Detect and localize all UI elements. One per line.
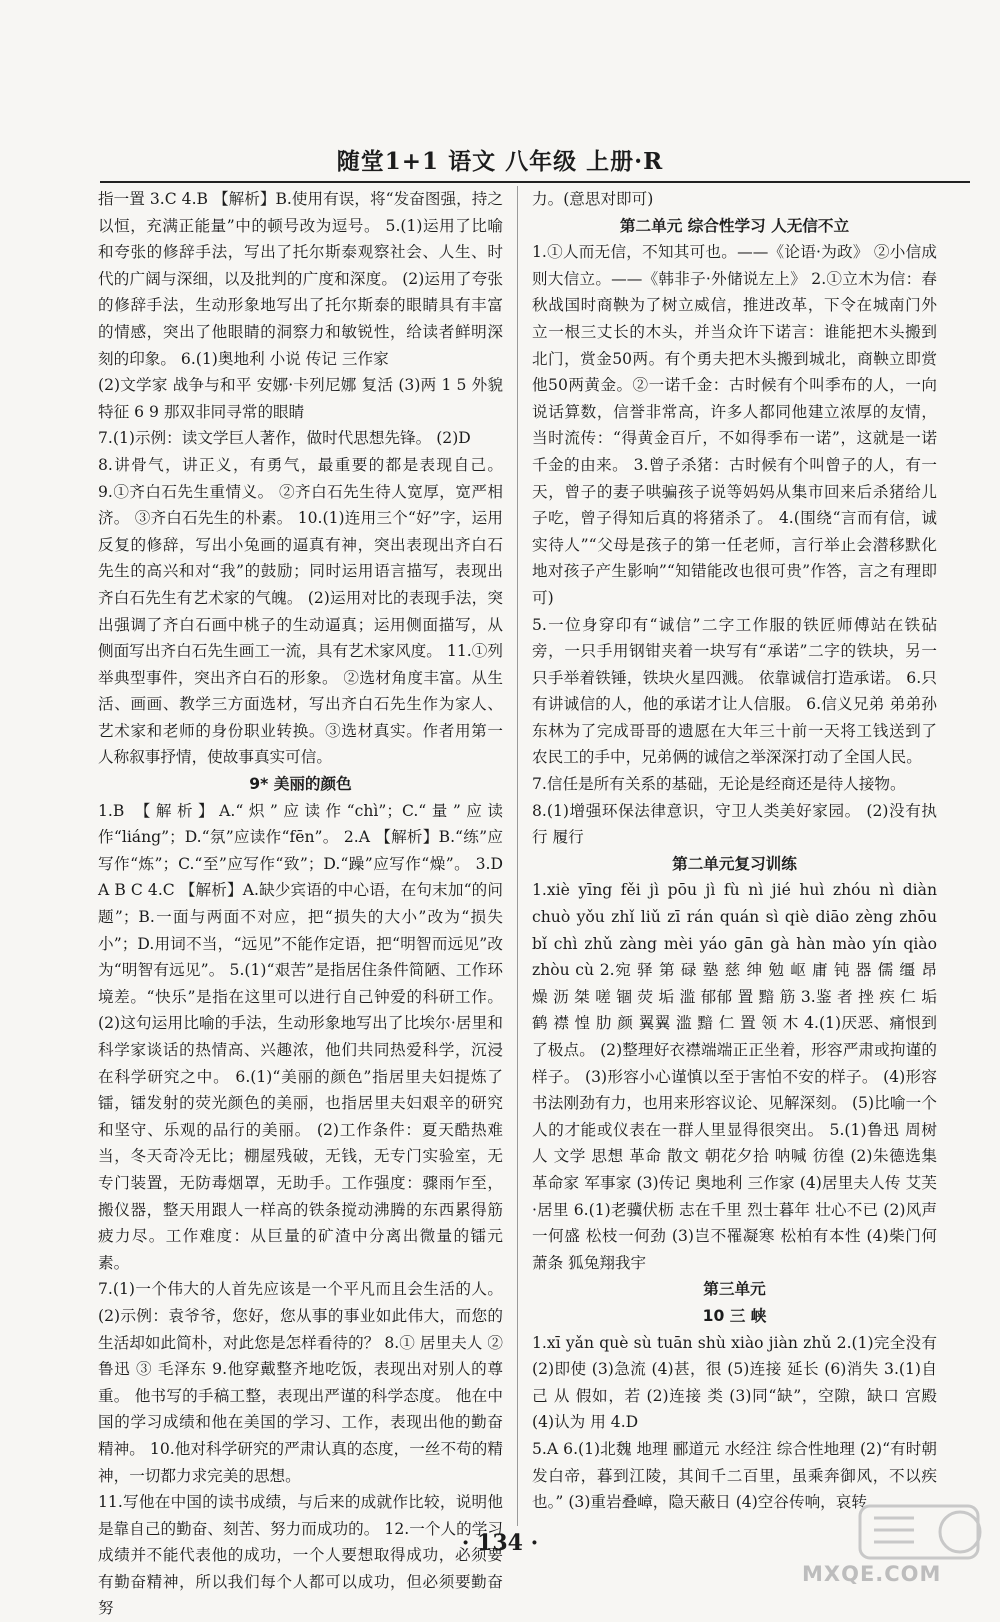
answer-paragraph: 1.B 【解析】A.“炽”应读作“chì”；C.“量”应读作“liáng”；D.“氛”应读作“fēn”。 2.A 【解析】B.“练”应写作“炼”；C.“至”应写作“致”；D.“躁”应写作“燥”。 3.D A B C 4.C 【解析】A.缺少宾语的中心语，在句末加“的问题”；B.一面与两面不对应，把“损失的大小”改为“损失小”；D.用词不当，“远见”不能作定语，把“明智而远见”改为“明智有远见”。 5.(1)“艰苦”是指居住条件简陋、工作环境差。“快乐”是指在这里可以进行自己钟爱的科研工作。 (2)这句运用比喻的手法，生动形象地写出了比埃尔·居里和科学家谈话的热情高、兴趣浓，他们共同热爱科学，沉浸在科学研究之中。 6.(1)“美丽的颜色”指居里夫妇提炼了镭，镭发射的荧光颜色的美丽，也指居里夫妇艰辛的研究和坚守、乐观的品行的美丽。 (2)工作条件：夏天酷热难当，冬天奇冷无比；棚屋残破，无钱，无专门实验室，无专门装置，无防毒烟罩，无助手。工作强度：骤雨乍至，搬仪器，整天用跟人一样高的铁条搅动沸腾的东西累得筋疲力尽。工作难度：从巨量的矿渣中分离出微量的镭元素。 [98, 801, 503, 1272]
answer-paragraph: 7.信任是所有关系的基础，无论是经商还是待人接物。 [532, 775, 906, 794]
section-title: 第三单元 [703, 1280, 766, 1299]
section-title: 第二单元 综合性学习 人无信不立 [619, 216, 850, 235]
answer-paragraph: 7.(1)一个伟大的人首先应该是一个平凡而且会生活的人。 (2)示例：袁爷爷，您好，您从事的事业如此伟大，而您的生活却如此简朴，对此您是怎样看待的？ 8.① 居里夫人 ② 鲁迅 ③ 毛泽东 9.他穿戴整齐地吃饭，表现出对别人的尊重。 他书写的手稿工整，表现出严谨的科学态度。 他在中国的学习成绩和他在美国的学习、工作，表现出他的勤奋精神。 10.他对科学研究的严肃认真的态度，一丝不苟的精神，一切都力求完美的思想。 [98, 1280, 503, 1485]
answer-paragraph: 5.A 6.(1)北魏 地理 郦道元 水经注 综合性地理 (2)“有时朝发白帝，暮到江陵，其间千二百里，虽乘奔御风，不以疾也。” (3)重岩叠嶂，隐天蔽日 (4)空谷传响，哀转 [532, 1439, 937, 1512]
answer-paragraph: 8.讲骨气，讲正义，有勇气，最重要的都是表现自己。 9.①齐白石先生重情义。 ②齐白石先生待人宽厚，宽严相济。 ③齐白石先生的朴素。 10.(1)连用三个“好”字，运用反复的修辞，写出小兔画的逼真有神，突出表现出齐白石先生的高兴和对“我”的鼓励；同时运用语言描写，表现出齐白石先生有艺术家的气魄。 (2)运用对比的表现手法，突出强调了齐白石画中桃子的生动逼真；运用侧面描写，从侧面写出齐白石先生画工一流，具有艺术家风度。 11.①列举典型事件，突出齐白石的形象。 ②选材角度丰富。从生活、画画、教学三方面选材，写出齐白石先生作为家人、艺术家和老师的身份职业转换。③选材真实。作者用第一人称叙事抒情，使故事真实可信。 [98, 455, 503, 767]
section-title: 10 三 峡 [702, 1306, 767, 1325]
right-column [532, 186, 937, 1516]
answer-paragraph: 8.(1)增强环保法律意识，守卫人类美好家园。 (2)没有执行 履行 [532, 801, 937, 847]
answer-paragraph: 7.(1)示例：读文学巨人著作，做时代思想先锋。 (2)D [98, 429, 471, 448]
answer-paragraph: 1.①人而无信，不知其可也。——《论语·为政》 ②小信成则大信立。——《韩非子·外储说左上》 2.①立木为信：春秋战国时商鞅为了树立威信，推进改革，下令在城南门外立一根三丈长的木头，并当众许下诺言：谁能把木头搬到北门，赏金50两。有个勇夫把木头搬到城北，商鞅立即赏他50两黄金。②一诺千金：古时候有个叫季布的人，一向说话算数，信誉非常高，许多人都同他建立浓厚的友情，当时流传：“得黄金百斤，不如得季布一诺”，这就是一诺千金的由来。 3.曾子杀猪：古时候有个叫曾子的人，有一天，曾子的妻子哄骗孩子说等妈妈从集市回来后杀猪给儿子吃，曾子得知后真的将猪杀了。 4.(围绕“言而有信，诚实待人”“父母是孩子的第一任老师，言行举止会潜移默化地对孩子产生影响”“知错能改也很可贵”作答，言之有理即可) [532, 243, 937, 607]
watermark-text: MXQE.COM [802, 1562, 942, 1586]
header-title: 随堂1+1 语文 八年级 上册·R [336, 148, 664, 175]
answer-paragraph: 1.xiè yīng fěi jì pōu jì fù nì jié huì zhóu nì diàn chuò yǒu zhǐ liǔ zī rán quán sì qiè diāo zèng zhōu bǐ chì zhǔ zàng mèi yáo gān gà hàn mào yín qiào zhòu cù 2.宛 驿 第 碌 塾 慈 绅 勉 岖 庸 钝 器 儒 缰 昂 燥 沥 桀 嗟 锢 荧 垢 滥 郁郁 置 黯 筋 3.鉴 者 挫 疾 仁 垢 鹤 襟 惶 肋 颜 翼翼 滥 黯 仁 置 领 木 4.(1)厌恶、痛恨到了极点。 (2)整理好衣襟端端正正坐着，形容严肃或拘谨的样子。 (3)形容小心谨慎以至于害怕不安的样子。 (4)形容书法刚劲有力，也用来形容议论、见解深刻。 (5)比喻一个人的才能或仪表在一群人里显得很突出。 5.(1)鲁迅 周树人 文学 思想 革命 散文 朝花夕拾 呐喊 彷徨 (2)朱德选集 革命家 军事家 (3)传记 奥地利 三作家 (4)居里夫人传 艾芙·居里 6.(1)老骥伏枥 志在千里 烈士暮年 壮心不已 (2)风声一何盛 松枝一何劲 (3)岂不罹凝寒 松柏有本性 (4)柴门何萧条 狐兔翔我宇 [532, 881, 937, 1272]
running-header [0, 143, 1000, 179]
answer-paragraph: 11.写他在中国的读书成绩，与后来的成就作比较，说明他是靠自己的勤奋、刻苦、努力而成功的。 12.一个人的学习成绩并不能代表他的成功，一个人要想取得成功，必须要有勤奋精神，所以我们每个人都可以成功，但必须要勤奋努 [98, 1493, 503, 1618]
page-number: · 134 · [461, 1530, 539, 1556]
answer-paragraph: 5.一位身穿印有“诚信”二字工作服的铁匠师傅站在铁砧旁，一只手用钢钳夹着一块写有“承诺”二字的铁块，另一只手举着铁锤，铁块火星四溅。 依靠诚信打造承诺。 6.只有讲诚信的人，他的承诺才让人信服。 6.信义兄弟 弟弟孙东林为了完成哥哥的遗愿在大年三十前一天将工钱送到了农民工的手中，兄弟俩的诚信之举深深打动了全国人民。 [532, 615, 937, 767]
section-title: 第二单元复习训练 [672, 854, 797, 873]
answer-paragraph: 1.xī yǎn què sù tuān shù xiào jiàn zhǔ 2.(1)完全没有 (2)即使 (3)急流 (4)甚，很 (5)连接 延长 (6)消失 3.(1)自己 从 假如，若 (2)连接 类 (3)同“缺”，空隙，缺口 宫殿 (4)认为 用 4.D [532, 1333, 937, 1432]
header-rule [100, 181, 970, 183]
section-title: 9* 美丽的颜色 [249, 775, 352, 794]
answer-paragraph: 力。(意思对即可) [532, 190, 654, 208]
answer-paragraph: 指一置 3.C 4.B 【解析】B.使用有误，将“发奋图强，持之以恒，充满正能量”中的顿号改为逗号。 5.(1)运用了比喻和夸张的修辞手法，写出了托尔斯泰观察社会、人生、时代的广阔与深细，以及批判的广度和深度。 (2)运用了夸张的修辞手法，生动形象地写出了托尔斯泰的眼睛具有丰富的情感，突出了他眼睛的洞察力和敏锐性，给读者鲜明深刻的印象。 6.(1)奥地利 小说 传记 三作家 [98, 190, 503, 368]
watermark-logo [790, 1500, 995, 1595]
column-divider [517, 186, 518, 1526]
answer-paragraph: (2)文学家 战争与和平 安娜·卡列尼娜 复活 (3)两 1 5 外貌特征 6 9 那双非同寻常的眼睛 [98, 376, 503, 421]
